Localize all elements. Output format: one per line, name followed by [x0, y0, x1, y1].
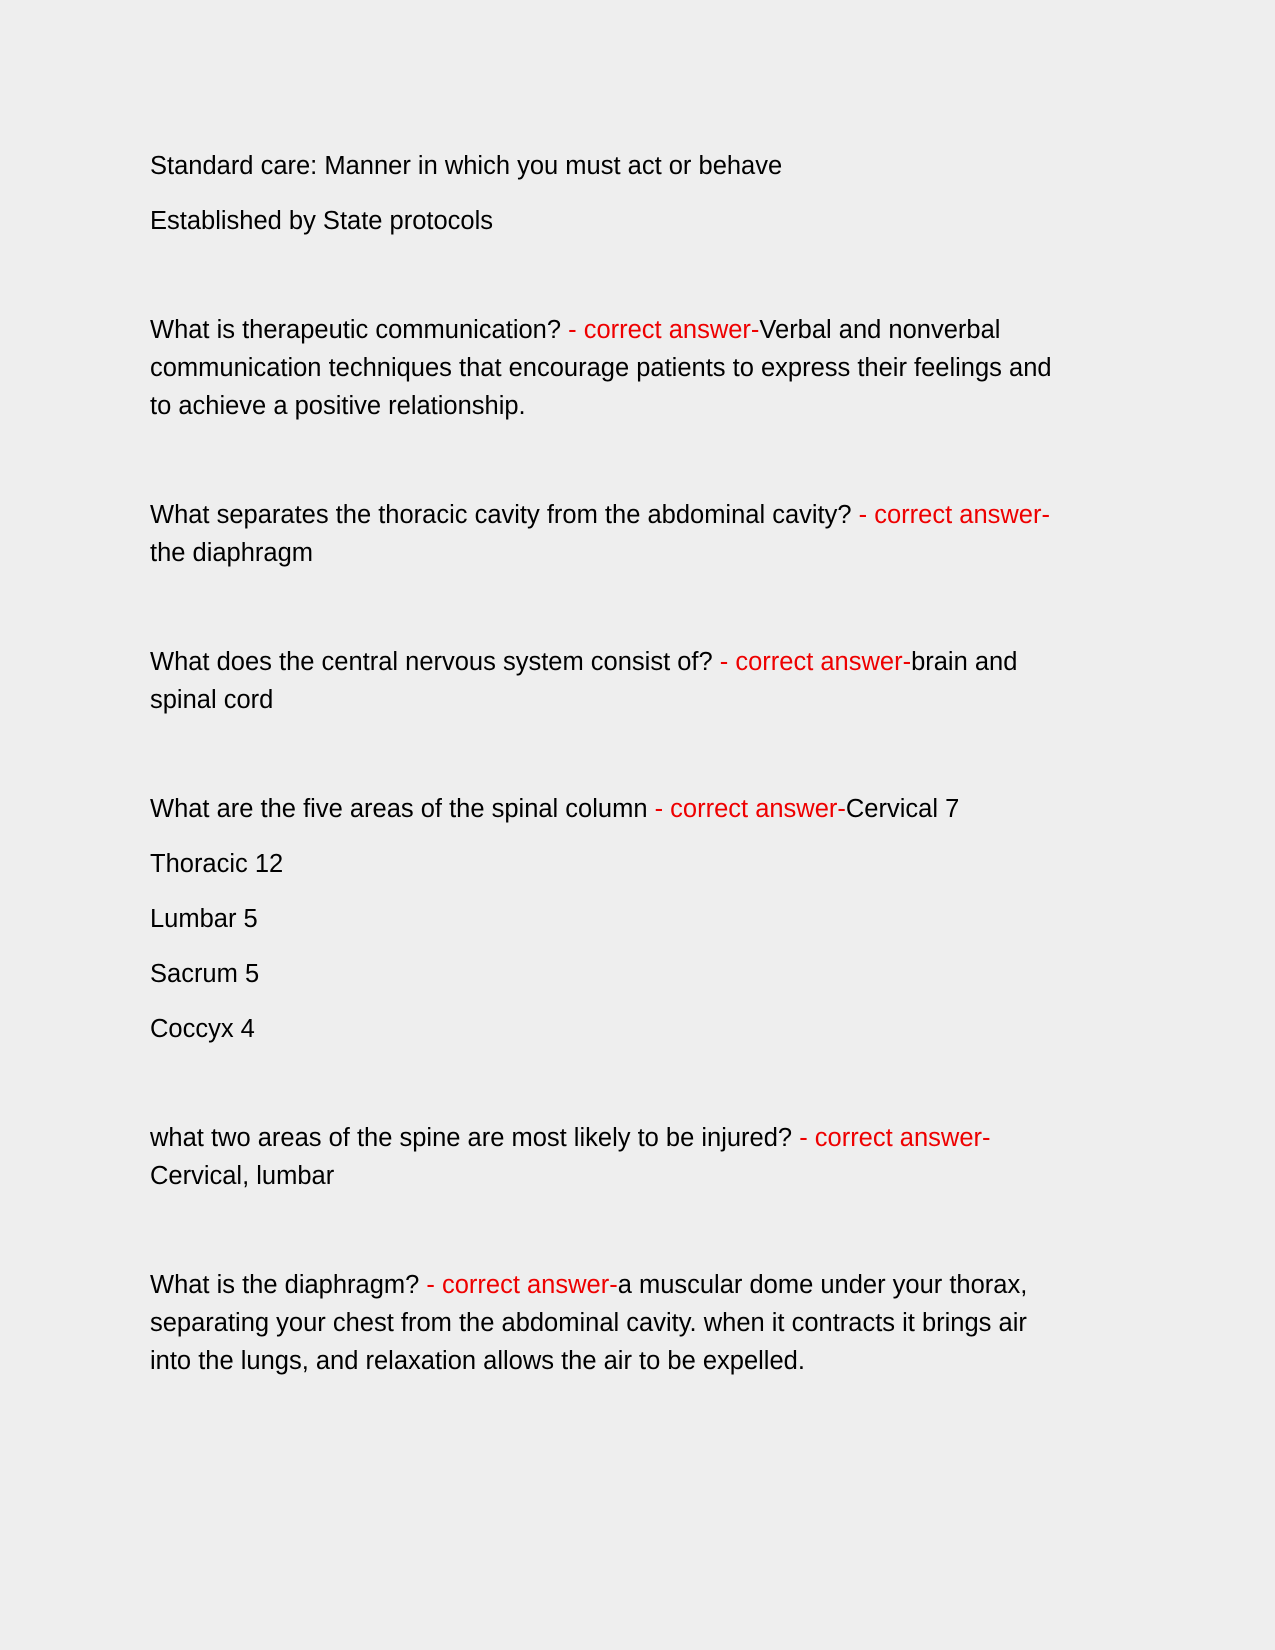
- answer-text: into the lungs, and relaxation allows the air to be expelled.: [150, 1347, 805, 1375]
- correct-answer-marker: - correct answer-: [561, 316, 760, 344]
- answer-text: brain and: [911, 648, 1018, 676]
- answer-text: Verbal and nonverbal: [759, 316, 1001, 344]
- qa-item-central-nervous-system: [150, 643, 1115, 719]
- qa-item-thoracic-cavity: [150, 496, 1115, 572]
- correct-answer-marker: - correct answer-: [712, 648, 912, 676]
- answer-text: Coccyx 4: [150, 1015, 255, 1043]
- question-text: what two areas of the spine are most likely to be injured?: [150, 1124, 793, 1152]
- question-text: What is therapeutic communication?: [150, 316, 562, 344]
- answer-text: separating your chest from the abdominal cavity. when it contracts it brings air: [150, 1309, 1027, 1337]
- intro-line-2: Established by State protocols: [150, 207, 494, 235]
- answer-text: spinal cord: [150, 686, 274, 714]
- correct-answer-marker: - correct answer-: [647, 795, 846, 823]
- correct-answer-marker: - correct answer-: [419, 1271, 618, 1299]
- question-text: What does the central nervous system consist of?: [150, 648, 713, 676]
- correct-answer-marker: - correct answer-: [792, 1124, 991, 1152]
- answer-text: the diaphragm: [150, 539, 314, 567]
- correct-answer-marker: - correct answer-: [851, 501, 1050, 529]
- qa-item-therapeutic-communication: [150, 311, 1115, 425]
- answer-text: Sacrum 5: [150, 960, 260, 988]
- question-text: What is the diaphragm?: [150, 1271, 420, 1299]
- question-text: What are the five areas of the spinal column: [150, 795, 648, 823]
- answer-text: Lumbar 5: [150, 905, 258, 933]
- qa-item-diaphragm: [150, 1266, 1115, 1380]
- answer-text: Thoracic 12: [150, 850, 284, 878]
- answer-text: Cervical, lumbar: [150, 1162, 335, 1190]
- qa-item-spinal-column: [150, 790, 1115, 1048]
- document-page: [150, 147, 1115, 1380]
- answer-text: communication techniques that encourage patients to express their feelings and: [150, 354, 1052, 382]
- qa-item-spine-injury-areas: [150, 1119, 1115, 1195]
- answer-text: a muscular dome under your thorax,: [617, 1271, 1028, 1299]
- answer-text: Cervical 7: [845, 795, 960, 823]
- answer-text: to achieve a positive relationship.: [150, 392, 526, 420]
- question-text: What separates the thoracic cavity from the abdominal cavity?: [150, 501, 852, 529]
- intro-line-1: Standard care: Manner in which you must act or behave: [150, 152, 783, 180]
